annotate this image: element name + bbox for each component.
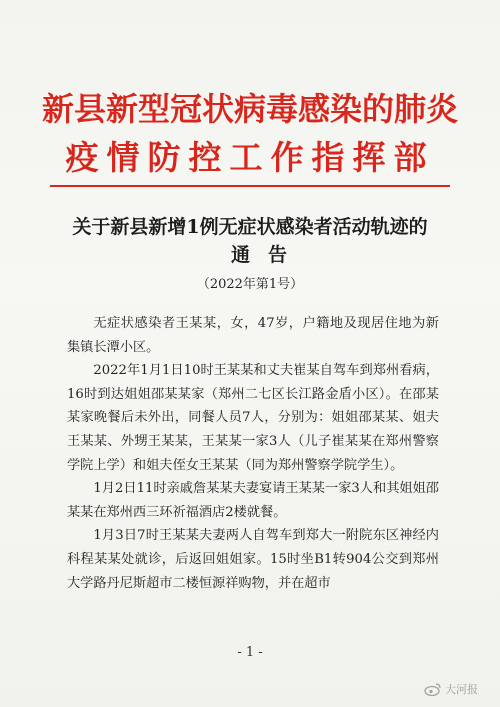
weibo-logo-icon [424, 682, 442, 696]
watermark-text: 大河报 [445, 683, 478, 696]
paragraph: 1月3日7时王某某夫妻两人自驾车到郑大一附院东区神经内科程某某处就诊，后返回姐姐家。15时坐B1转904公交到郑州大学路丹尼斯超市二楼恒源祥购物，并在超市 [67, 528, 439, 591]
issuer-header-line2: 疫情防控工作指挥部 [65, 138, 435, 177]
red-divider-line [50, 185, 450, 187]
notice-body [67, 312, 439, 595]
paragraph: 1月2日11时亲戚詹某某夫妻宴请王某某一家3人和其姐姐邵某某在郑州西三环祈福酒店2楼就餐。 [67, 481, 439, 520]
paragraph: 2022年1月1日10时王某某和丈夫崔某自驾车到郑州看病，16时到达姐姐邵某某家（郑州二七区长江路金盾小区）。在邵某某家晚餐后未外出，同餐人员7人，分别为：姐姐邵某某、姐夫王某某、外甥王某某，王某某一家3人（儿子崔某某在郑州警察学院上学）和姐夫侄女王某某（同为郑州警察学院学生）。 [67, 363, 439, 473]
issuer-header-line1: 新县新型冠状病毒感染的肺炎 [41, 90, 458, 128]
page-number: - 1 - [237, 645, 263, 660]
document-number: （2022年第1号） [196, 277, 304, 292]
notice-title-subtitle: 通告 [230, 244, 305, 266]
paragraph: 无症状感染者王某某，女，47岁，户籍地及现居住地为新集镇长潭小区。 [67, 316, 439, 355]
notice-title: 关于新县新增1例无症状感染者活动轨迹的 [72, 216, 428, 238]
weibo-watermark [424, 681, 478, 697]
